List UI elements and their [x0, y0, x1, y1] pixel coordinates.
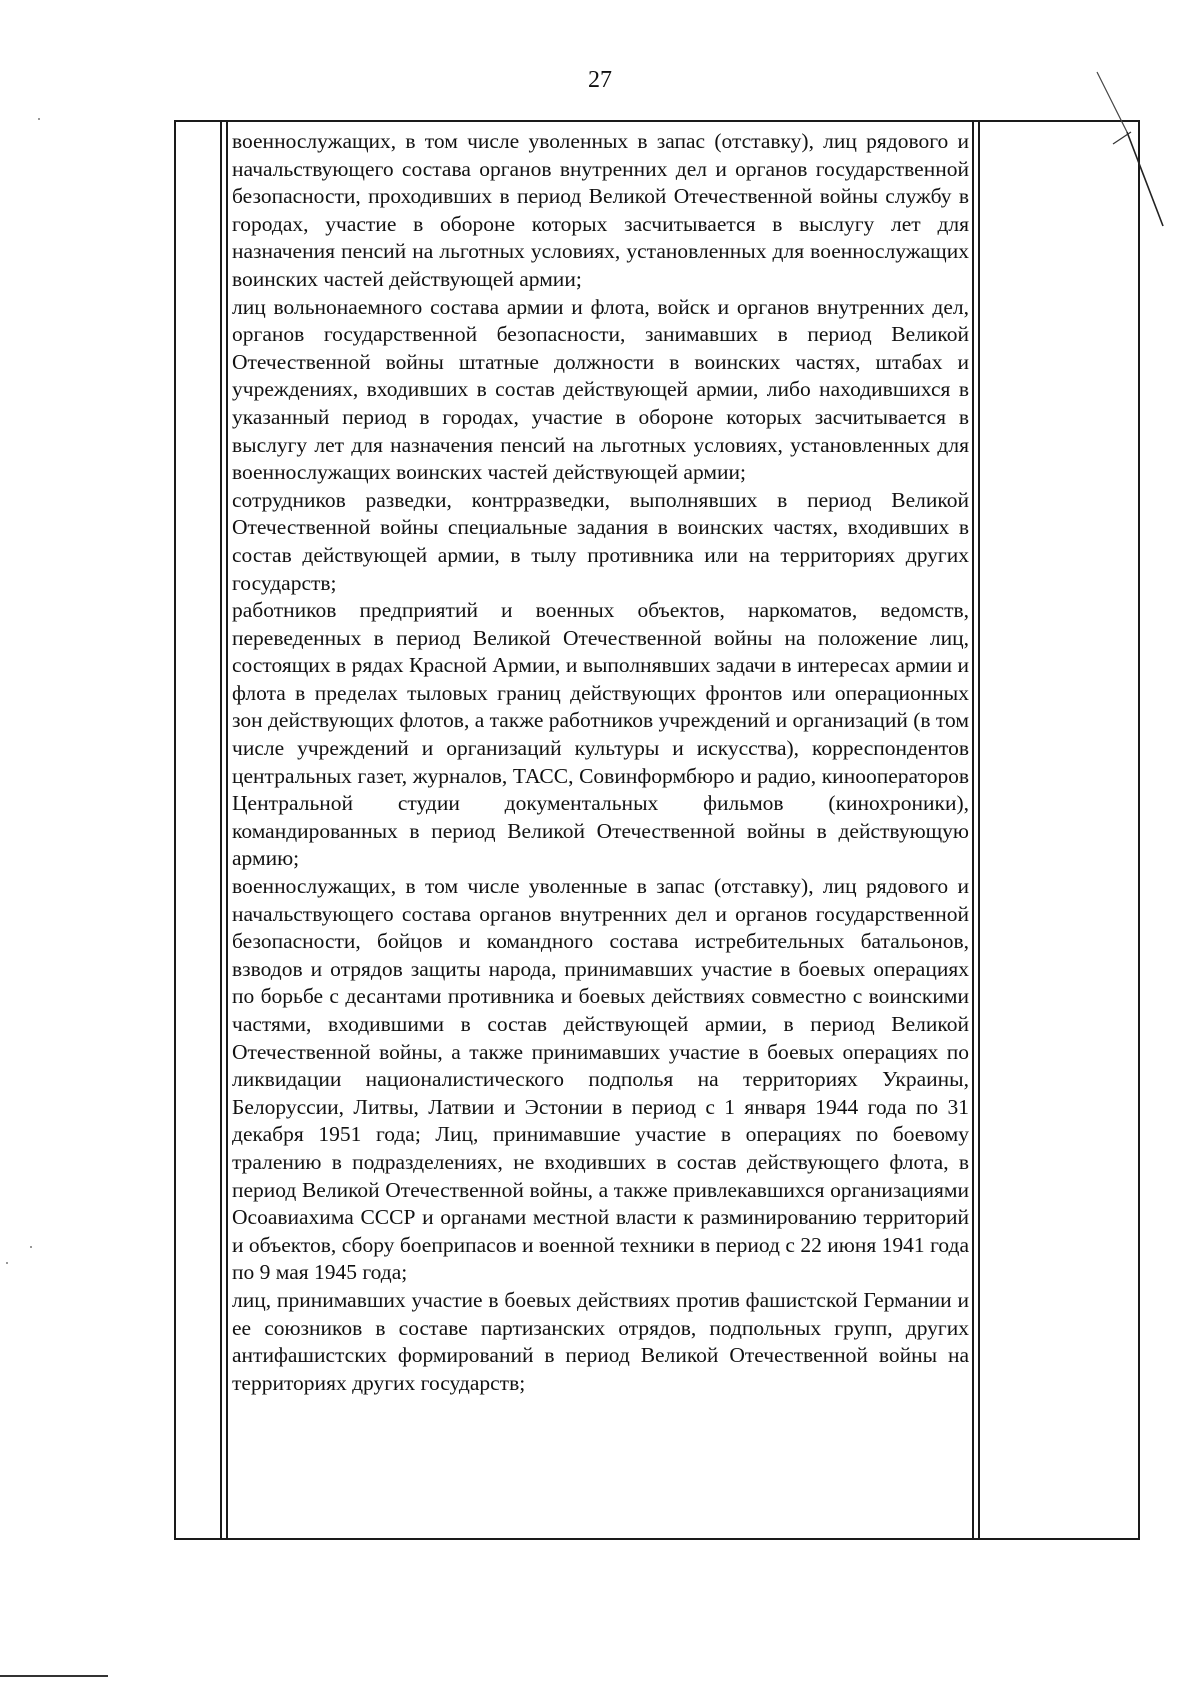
strike-mark-icon: [1095, 70, 1165, 230]
list-item: работников предприятий и военных объектов, наркоматов, ведомств, переведенных в период Великой Отечественной войны на положение лиц, состоящих в рядах Красной Армии, и выполнявших задачи в интересах армии и флота в пределах тыловых границ действующих фронтов или операционных зон действующих флотов, а также работников учреждений и организаций (в том числе учреждений и организаций культуры и искусства), корреспондентов центральных газет, журналов, ТАСС, Совинформбюро и радио, кинооператоров Центральной студии документальных фильмов (кинохроники), командированных в период Великой Отечественной войны в действующую армию;: [232, 598, 969, 871]
scan-speck: [38, 118, 40, 120]
list-item: лиц вольнонаемного состава армии и флота, войск и органов внутренних дел, органов государственной безопасности, занимавших в период Великой Отечественной войны штатные должности в воинских частях, штабах и учреждениях, входивших в состав действующей армии, либо находившихся в указанный период в городах, участие в обороне которых засчитывается в выслугу лет для назначения пенсий на льготных условиях, установленных для военнослужащих воинских частей действующей армии;: [232, 294, 969, 485]
scan-speck: [6, 1262, 8, 1264]
list-item: военнослужащих, в том числе уволенные в запас (отставку), лиц рядового и начальствующего состава органов внутренних дел и органов государственной безопасности, бойцов и командного состава истребительных батальонов, взводов и отрядов защиты народа, принимавших участие в боевых операциях по борьбе с десантами противника и боевых действиях совместно с воинскими частями, входившими в состав действующей армии, в период Великой Отечественной войны, а также принимавших участие в боевых операциях по ликвидации националистического подполья на территориях Украины, Белоруссии, Литвы, Латвии и Эстонии в период с 1 января 1944 года по 31 декабря 1951 года; Лиц, принимавшие участие в операциях по боевому тралению в подразделениях, не входивших в состав действующего флота, в период Великой Отечественной войны, а также привлекавшихся организациями Осоавиахима СССР и органами местной власти к разминированию территорий и объектов, сбору боеприпасов и военной техники в период с 22 июня 1941 года по 9 мая 1945 года;: [232, 874, 969, 1285]
list-item: сотрудников разведки, контрразведки, выполнявших в период Великой Отечественной войны специальные задания в воинских частях, входивших в состав действующей армии, в тылу противника или на территориях других государств;: [232, 487, 969, 595]
page-number: 27: [588, 67, 612, 93]
table-left-column: [176, 122, 222, 1538]
scan-speck: [30, 1246, 32, 1248]
table-right-column: [978, 122, 1138, 1538]
list-item: лиц, принимавших участие в боевых действиях против фашистской Германии и ее союзников в составе партизанских отрядов, подпольных групп, других антифашистских формирований в период Великой Отечественной войны на территориях других государств;: [232, 1287, 969, 1395]
footer-rule: [0, 1675, 108, 1677]
document-table: [174, 120, 1140, 1540]
list-item: военнослужащих, в том числе уволенных в запас (отставку), лиц рядового и начальствующего состава органов внутренних дел и органов государственной безопасности, проходивших в период Великой Отечественной войны службу в городах, участие в обороне которых засчитывается в выслугу лет для назначения пенсий на льготных условиях, установленных для военнослужащих воинских частей действующей армии;: [232, 129, 969, 291]
table-main-column: [226, 122, 974, 1538]
